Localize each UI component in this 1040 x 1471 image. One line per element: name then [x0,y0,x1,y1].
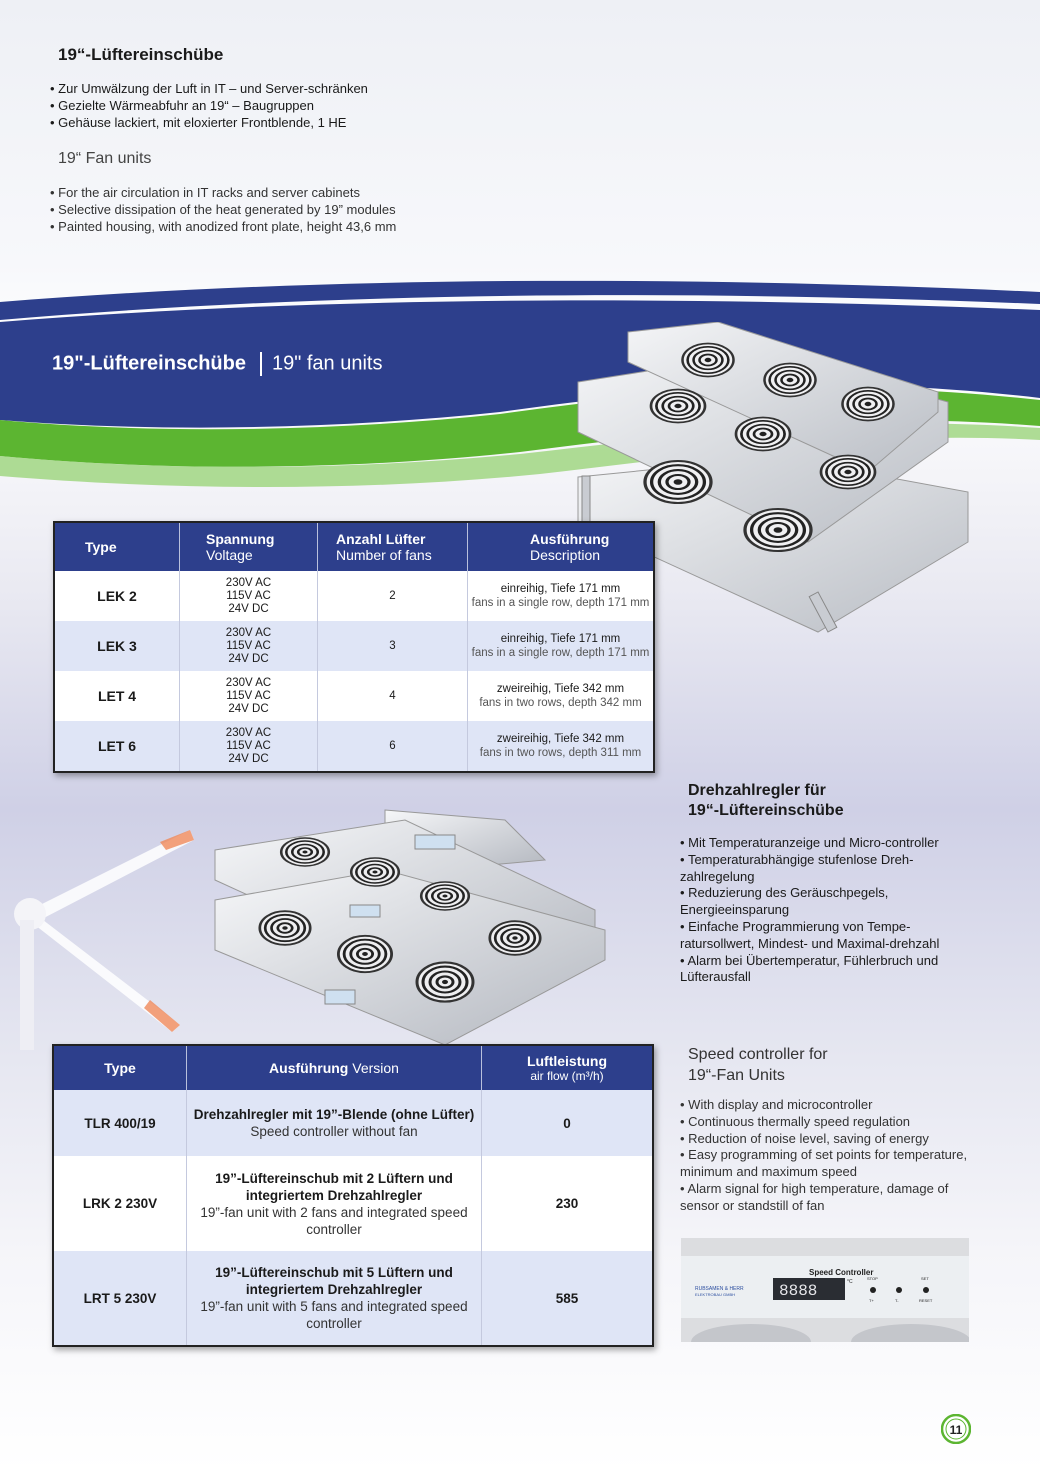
cell-fans: 3 [318,621,468,671]
col-type: Type [53,1045,187,1090]
cell-type: LEK 2 [54,571,180,621]
bullet: • Einfache Programmierung von Tempe-ratursollwert, Mindest- und Maximal-drehzahl [680,919,940,953]
photo-label: Speed Controller [809,1268,874,1277]
controller-title-en [688,1044,828,1086]
banner-title-en: 19" fan units [271,352,383,375]
col-version: Ausführung Version [187,1045,482,1090]
cell-description: einreihig, Tiefe 171 mm fans in a single row, depth 171 mm [471,583,650,609]
controller-title [688,781,928,821]
controller-bullets-de [680,835,940,986]
cell-fans: 6 [318,721,468,772]
photo-btn-down: T- [895,1298,899,1303]
bullet: • Painted housing, with anodized front plate, height 43,6 mm [50,218,396,235]
photo-brand-sub: ELEKTROBAU GMBH [695,1292,736,1297]
cell-airflow: 585 [482,1251,654,1346]
col-voltage: Spannung Voltage [180,522,318,571]
cell-description: einreihig, Tiefe 171 mm fans in a single row, depth 171 mm [468,621,655,671]
banner-title-de: 19"-Lüftereinschübe [52,352,246,375]
divider [260,352,262,376]
bullet: • Reduction of noise level, saving of energy [680,1131,970,1148]
wind-turbine-image [0,810,200,1050]
bullet: • Alarm bei Übertemperatur, Fühlerbruch und Lüfterausfall [680,953,940,987]
cell-voltage: 230V AC 115V AC 24V DC [180,671,318,721]
bullet: • Gezielte Wärmeabfuhr an 19“ – Baugruppen [50,97,368,114]
bullet: • Mit Temperaturanzeige und Micro-controller [680,835,940,852]
intro-title-en: 19“ Fan units [58,150,152,167]
cell-voltage: 230V AC 115V AC 24V DC [180,621,318,671]
intro-bullets-de [50,80,368,131]
col-description: Ausführung Description [468,522,655,571]
bullet: • Selective dissipation of the heat generated by 19” modules [50,201,396,218]
photo-btn-reset: RESET [919,1298,933,1303]
cell-description: zweireihig, Tiefe 342 mm fans in two rows, depth 342 mm [479,683,642,709]
table-header-row [53,1045,653,1090]
table-row [54,671,654,721]
banner-title [52,352,382,376]
cell-type: LET 6 [54,721,180,772]
cell-voltage: 230V AC 115V AC 24V DC [180,721,318,772]
photo-brand: RUBSAMEN & HERR [695,1286,744,1292]
table-row [53,1156,653,1251]
bullet: • Gehäuse lackiert, mit eloxierter Frontblende, 1 HE [50,114,368,131]
controller-title-line: Drehzahlregler für [688,782,826,799]
intro-bullets-en [50,184,396,235]
cell-version: 19”-Lüftereinschub mit 2 Lüftern und integriertem Drehzahlregler 19”-fan unit with 2 fans and integrated speed controller [187,1156,482,1251]
table-header-row [54,522,654,571]
controller-title-en-line: 19“-Fan Units [688,1067,785,1084]
table-row [53,1251,653,1346]
controller-title-line: 19“-Lüftereinschübe [688,802,844,819]
cell-version: Drehzahlregler mit 19”-Blende (ohne Lüfter) Speed controller without fan [187,1090,482,1156]
cell-airflow: 230 [555,1196,579,1211]
intro-title-de: 19“-Lüftereinschübe [58,45,224,64]
fan-units-table [53,521,655,773]
bullet: • With display and microcontroller [680,1097,970,1114]
col-type: Type [54,522,180,571]
bullet: • For the air circulation in IT racks and server cabinets [50,184,396,201]
cell-type: LRK 2 230V [53,1156,187,1251]
cell-fans: 2 [318,571,468,621]
cell-voltage: 230V AC 115V AC 24V DC [180,571,318,621]
cell-fans: 4 [318,671,468,721]
col-fans: Anzahl Lüfter Number of fans [318,522,468,571]
cell-description: zweireihig, Tiefe 342 mm fans in two rows, depth 311 mm [468,721,655,772]
bullet: • Zur Umwälzung der Luft in IT – und Server-schränken [50,80,368,97]
table-row [53,1090,653,1156]
cell-type: LRT 5 230V [53,1251,187,1346]
speed-controller-photo [681,1238,969,1342]
controller-units-product-image [205,800,615,1050]
photo-display: 8888 [779,1282,818,1300]
photo-unit: °C [847,1279,853,1285]
col-airflow: Luftleistung air flow (m³/h) [482,1045,654,1090]
table-row [54,571,654,621]
page-number: 11 [949,1423,963,1437]
speed-controller-table [52,1044,654,1347]
cell-type: LET 4 [54,671,180,721]
table-row [54,721,654,772]
cell-airflow: 0 [482,1090,654,1156]
controller-bullets-en [680,1097,970,1215]
bullet: • Alarm signal for high temperature, damage of sensor or standstill of fan [680,1181,970,1215]
photo-btn-stop: STOP [867,1276,878,1281]
table-row [54,621,654,671]
page-number-badge [941,1414,971,1444]
bullet: • Reduzierung des Geräuschpegels, Energieeinsparung [680,885,940,919]
bullet: • Easy programming of set points for temperature, minimum and maximum speed [680,1147,970,1181]
photo-btn-set: SET [921,1276,929,1281]
controller-title-en-line: Speed controller for [688,1046,828,1063]
cell-type: TLR 400/19 [53,1090,187,1156]
photo-btn-up: T+ [869,1298,874,1303]
bullet: • Temperaturabhängige stufenlose Dreh-zahlregelung [680,852,940,886]
bullet: • Continuous thermally speed regulation [680,1114,970,1131]
cell-type: LEK 3 [54,621,180,671]
cell-version: 19”-Lüftereinschub mit 5 Lüftern und integriertem Drehzahlregler 19”-fan unit with 5 fans and integrated speed controller [187,1251,482,1346]
